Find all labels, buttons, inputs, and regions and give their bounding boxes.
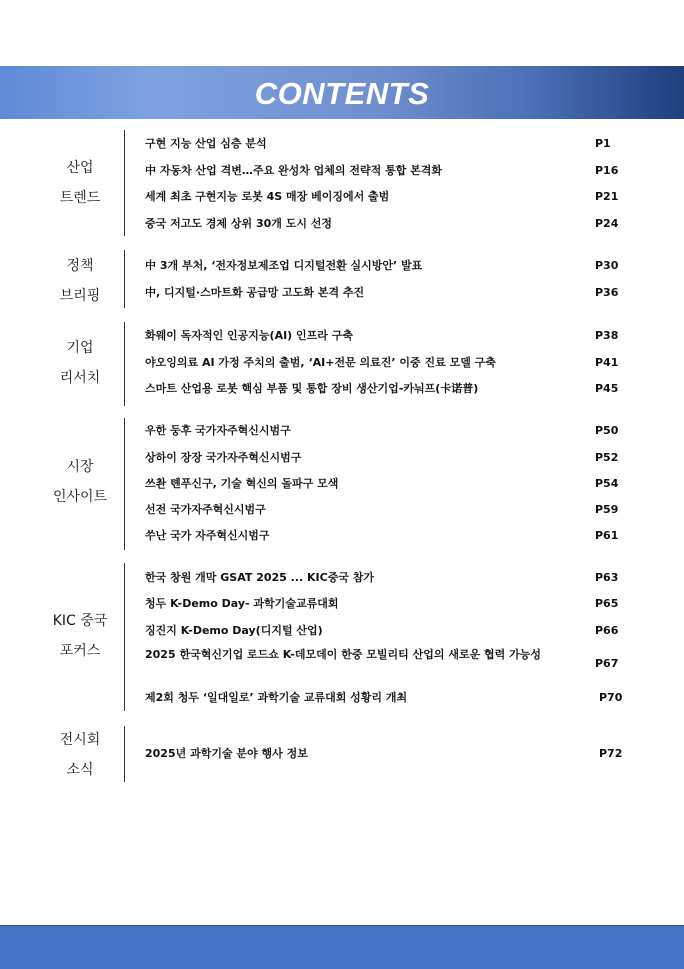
toc-page-number[interactable]: P50	[595, 424, 619, 437]
toc-item[interactable]: 청두 K-Demo Day- 과학기술교류대회	[145, 597, 339, 610]
toc-item[interactable]: 화웨이 독자적인 인공지능(AI) 인프라 구축	[145, 329, 353, 342]
toc-page-number[interactable]: P72	[599, 747, 623, 760]
toc-page-number[interactable]: P52	[595, 451, 619, 464]
toc-item[interactable]: 2025 한국혁신기업 로드쇼 K-데모데이 한중 모빌리티 산업의 새로운 협력 가능성	[145, 648, 541, 661]
toc-page-number[interactable]: P59	[595, 503, 619, 516]
toc-page-number[interactable]: P24	[595, 217, 619, 230]
contents-banner	[0, 66, 684, 119]
toc-item[interactable]: 스마트 산업용 로봇 핵심 부품 및 통합 장비 생산기업-카눠프(卡诺普)	[145, 382, 479, 395]
toc-item[interactable]: 쑤난 국가 자주혁신시범구	[145, 529, 270, 542]
section-divider	[124, 563, 125, 711]
toc-page-number[interactable]: P65	[595, 597, 619, 610]
toc-item[interactable]: 선전 국가자주혁신시범구	[145, 503, 266, 516]
section-divider	[124, 130, 125, 236]
toc-item[interactable]: 한국 창원 개막 GSAT 2025 ... KIC중국 참가	[145, 571, 375, 584]
footer-band	[0, 925, 684, 969]
toc-item[interactable]: 세계 최초 구현지능 로봇 4S 매장 베이징에서 출범	[145, 190, 390, 203]
toc-page-number[interactable]: P21	[595, 190, 619, 203]
section-divider	[124, 250, 125, 308]
toc-item[interactable]: 우한 둥후 국가자주혁신시범구	[145, 424, 291, 437]
toc-item[interactable]: 야오잉의료 AI 가정 주치의 출범, ‘AI+전문 의료진’ 이중 진료 모델 구축	[145, 356, 496, 369]
toc-page-number[interactable]: P36	[595, 286, 619, 299]
category-label: 기업 리서치	[59, 340, 101, 386]
toc-item[interactable]: 제2회 청두 ‘일대일로’ 과학기술 교류대회 성황리 개최	[145, 691, 408, 704]
toc-item[interactable]: 상하이 장장 국가자주혁신시범구	[145, 451, 302, 464]
toc-item[interactable]: 中, 디지털·스마트화 공급망 고도화 본격 추진	[145, 286, 365, 299]
toc-page-number[interactable]: P1	[595, 137, 611, 150]
toc-page-number[interactable]: P41	[595, 356, 619, 369]
toc-item[interactable]: 구현 지능 산업 심층 분석	[145, 137, 267, 150]
toc-item[interactable]: 中 자동차 산업 격변…주요 완성차 업체의 전략적 통합 본격화	[145, 164, 443, 177]
toc-page-number[interactable]: P16	[595, 164, 619, 177]
toc-item[interactable]: 중국 저고도 경제 상위 30개 도시 선정	[145, 217, 333, 230]
contents-title: CONTENTS	[254, 76, 430, 111]
section-divider	[124, 726, 125, 782]
toc-page-number[interactable]: P70	[599, 691, 623, 704]
toc-page-number[interactable]: P61	[595, 529, 619, 542]
toc-page-number[interactable]: P63	[595, 571, 619, 584]
toc-item[interactable]: 징진지 K-Demo Day(디지털 산업)	[145, 624, 323, 637]
toc-item[interactable]: 中 3개 부처, ‘전자정보제조업 디지털전환 실시방안’ 발표	[145, 259, 423, 272]
toc-item[interactable]: 쓰촨 톈푸신구, 기술 혁신의 돌파구 모색	[145, 477, 339, 490]
category-label: 시장 인사이트	[52, 459, 108, 505]
category-label: KIC 중국 포커스	[52, 613, 108, 659]
toc-page-number[interactable]: P38	[595, 329, 619, 342]
toc-page-number[interactable]: P54	[595, 477, 619, 490]
section-divider	[124, 418, 125, 550]
category-label: 산업 트렌드	[59, 160, 101, 206]
category-label: 정책 브리핑	[59, 258, 101, 304]
toc-page-number[interactable]: P66	[595, 624, 619, 637]
toc-item[interactable]: 2025년 과학기술 분야 행사 정보	[145, 747, 308, 760]
toc-page-number[interactable]: P45	[595, 382, 619, 395]
toc-page-number[interactable]: P30	[595, 259, 619, 272]
toc-page-number[interactable]: P67	[595, 657, 619, 670]
category-label: 전시회 소식	[59, 732, 101, 778]
section-divider	[124, 322, 125, 406]
